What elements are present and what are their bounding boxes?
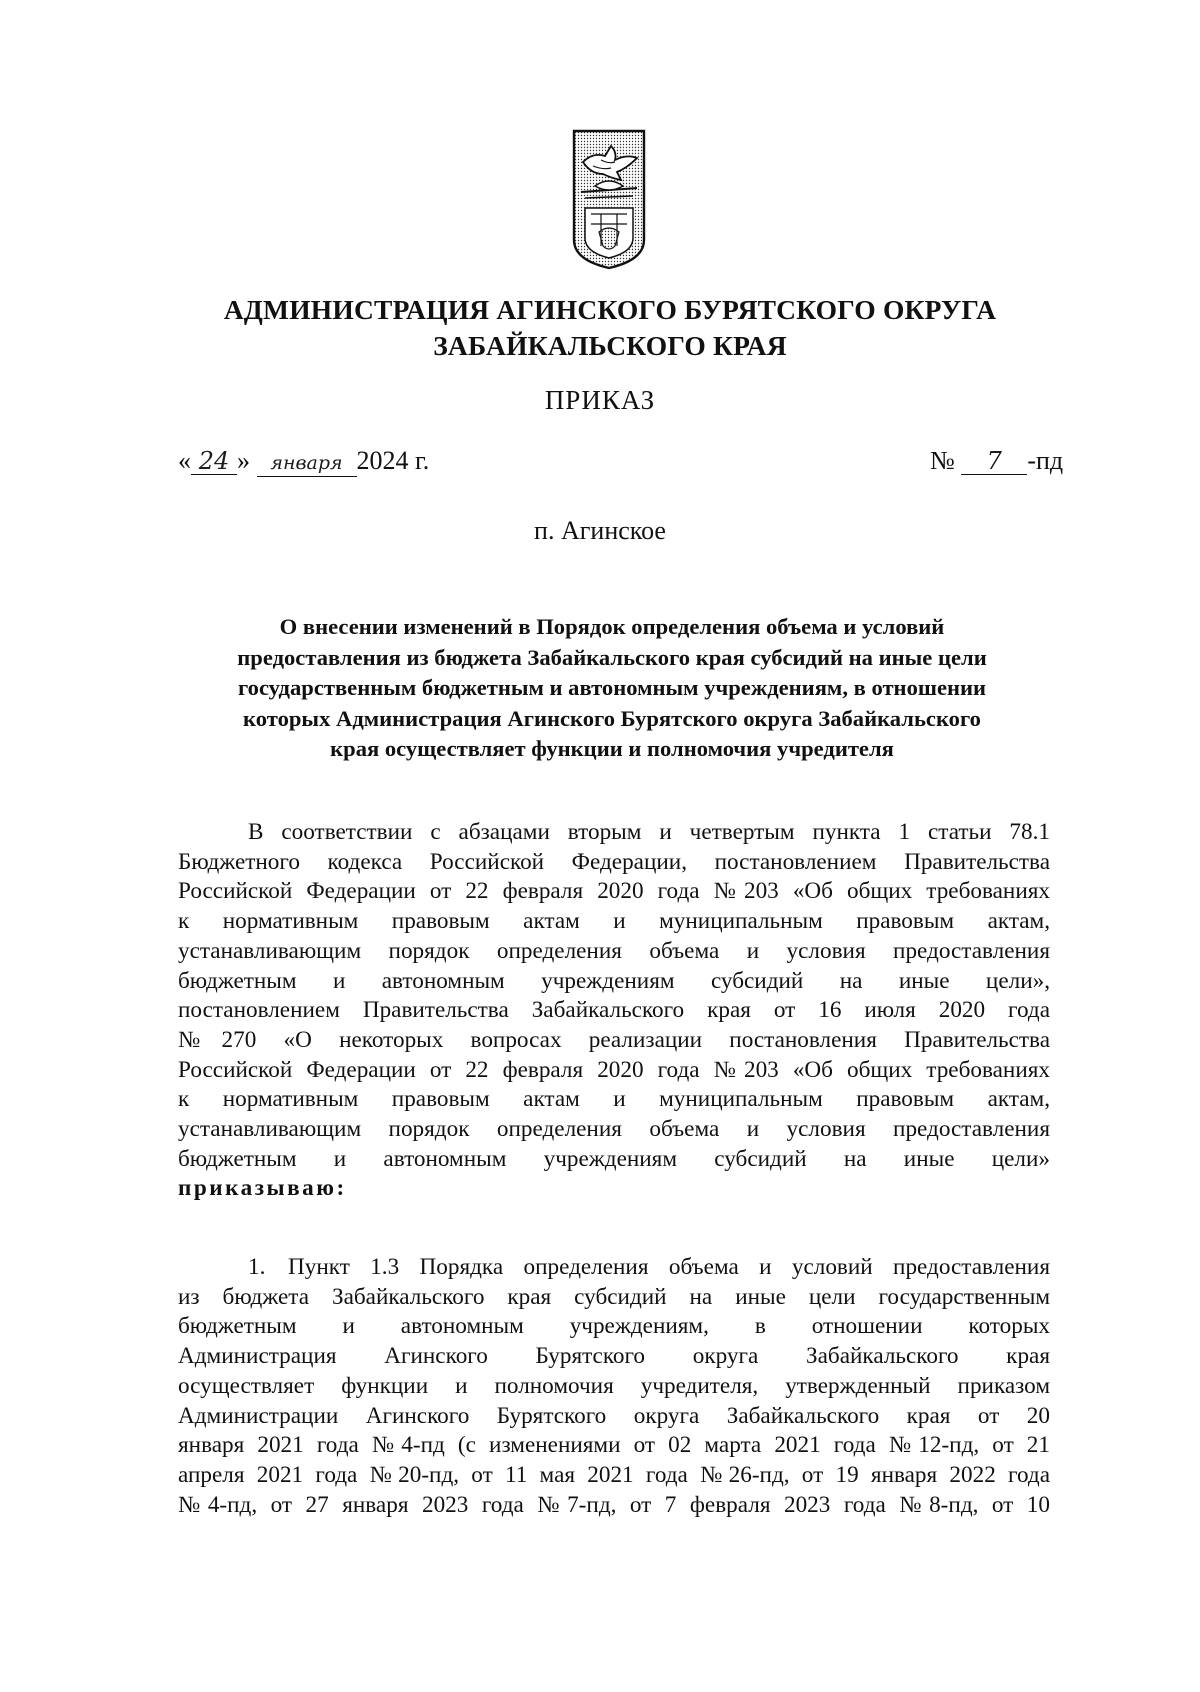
paragraph-line: января 2021 года №4-пд (с изменениями от 02 марта 2021 года №12-пд, от 21 [178, 1432, 1050, 1459]
paragraph-line: №4-пд, от 27 января 2023 года №7-пд, от 7 февраля 2023 года №8-пд, от 10 [178, 1491, 1050, 1518]
document-date [178, 446, 429, 477]
paragraph-line: Бюджетного кодекса Российской Федерации, постановлением Правительства [178, 848, 1050, 875]
place-of-issue: п. Агинское [534, 516, 666, 545]
item-1-paragraph [178, 1253, 1050, 1520]
preamble-paragraph [178, 818, 1050, 1204]
item-number: 1. [248, 1254, 266, 1280]
item-first-line-text: Пункт 1.3 Порядка определения объема и условий предоставления [288, 1254, 1050, 1280]
paragraph-line: устанавливающим порядок определения объема и условия предоставления [178, 1116, 1050, 1143]
paragraph-line: В соответствии с абзацами вторым и четвертым пункта 1 статьи 78.1 [248, 819, 1050, 845]
paragraph-line: Администрации Агинского Бурятского округа Забайкальского края от 20 [178, 1402, 1050, 1429]
order-word: приказываю: [178, 1175, 347, 1202]
date-close-quote: » [237, 446, 250, 475]
paragraph-line: бюджетным и автономным учреждениям, в отношении которых [178, 1313, 1050, 1340]
organization-name-line2: ЗАБАЙКАЛЬСКОГО КРАЯ [433, 330, 787, 361]
paragraph-line: осуществляет функции и полномочия учредителя, утвержденный приказом [178, 1372, 1050, 1399]
number-prefix: № [930, 446, 955, 475]
document-title [176, 612, 1048, 765]
title-line: которых Администрация Агинского Бурятского округа Забайкальского [243, 705, 981, 731]
paragraph-line: Российской Федерации от 22 февраля 2020 года №203 «Об общих требованиях [178, 1056, 1050, 1083]
date-year: 2024 г. [356, 446, 430, 475]
number-suffix: -пд [1027, 446, 1064, 475]
paragraph-line: постановлением Правительства Забайкальского края от 16 июля 2020 года [178, 997, 1050, 1024]
paragraph-line: к нормативным правовым актам и муниципальным правовым актам, [178, 1086, 1050, 1113]
paragraph-line: №270 «О некоторых вопросах реализации постановления Правительства [178, 1026, 1050, 1053]
organization-name-line1: АДМИНИСТРАЦИЯ АГИНСКОГО БУРЯТСКОГО ОКРУГА [223, 294, 997, 325]
date-day-handwritten: 24 [191, 448, 237, 475]
date-month-handwritten: января [257, 450, 357, 477]
paragraph-line: из бюджета Забайкальского края субсидий на иные цели государственным [178, 1283, 1050, 1310]
paragraph-line: Российской Федерации от 22 февраля 2020 года №203 «Об общих требованиях [178, 878, 1050, 905]
paragraph-line: Администрация Агинского Бурятского округа Забайкальского края [178, 1343, 1050, 1370]
document-number [930, 446, 1063, 476]
title-line: О внесении изменений в Порядок определения объема и условий [279, 614, 945, 639]
paragraph-line: бюджетным и автономным учреждениям субсидий на иные цели» [178, 1145, 1050, 1172]
paragraph-line: устанавливающим порядок определения объема и условия предоставления [178, 937, 1050, 964]
date-open-quote: « [178, 446, 191, 475]
coat-of-arms-icon [571, 128, 647, 270]
paragraph-line [178, 1253, 1050, 1283]
paragraph-line: апреля 2021 года №20-пд, от 11 мая 2021 года №26-пд, от 19 января 2022 года [178, 1461, 1050, 1488]
paragraph-line: к нормативным правовым актам и муниципальным правовым актам, [178, 908, 1050, 935]
title-line: края осуществляет функции и полномочия учредителя [330, 736, 894, 761]
document-type: ПРИКАЗ [544, 385, 656, 415]
title-line: предоставления из бюджета Забайкальского края субсидий на иные цели [237, 644, 987, 670]
paragraph-line: бюджетным и автономным учреждениям субсидий на иные цели», [178, 967, 1050, 994]
title-line: государственным бюджетным и автономным учреждениям, в отношении [237, 675, 987, 700]
number-handwritten: 7 [961, 448, 1027, 475]
